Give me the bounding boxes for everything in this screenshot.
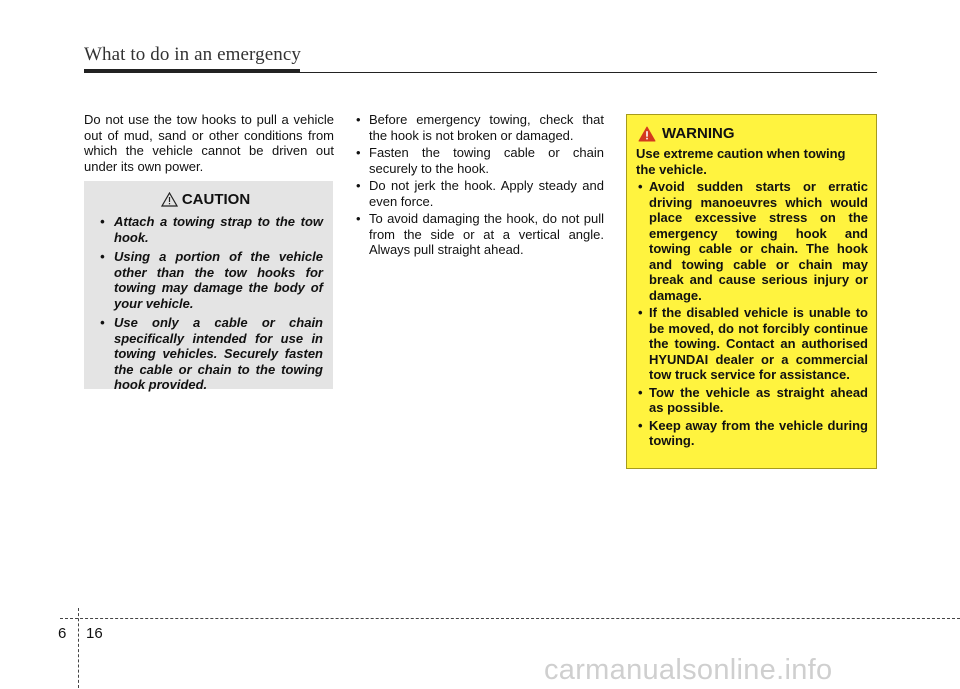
caution-header [98, 191, 323, 208]
caution-item: • Using a portion of the vehicle other than the tow hooks for towing may damage the body of your vehicle. [98, 249, 323, 311]
warning-item: • If the disabled vehicle is unable to be moved, do not forcibly continue the towing. Contact an authorised HYUNDAI dealer or a commercial tow truck service for assistance. [636, 305, 868, 383]
list-item: • Fasten the towing cable or chain securely to the hook. [354, 145, 604, 176]
intro-paragraph: Do not use the tow hooks to pull a vehicle out of mud, sand or other conditions from which the vehicle cannot be driven out under its own power. [84, 112, 334, 174]
page-header-title: What to do in an emergency [84, 44, 301, 65]
warning-box [626, 114, 877, 469]
caution-item: • Attach a towing strap to the tow hook. [98, 214, 323, 245]
warning-triangle-filled-icon [638, 126, 656, 142]
header-rule [84, 72, 877, 73]
list-item: • Before emergency towing, check that the hook is not broken or damaged. [354, 112, 604, 143]
warning-item: • Tow the vehicle as straight ahead as possible. [636, 385, 868, 416]
towing-instructions-list [354, 112, 604, 260]
chapter-number: 6 [58, 625, 67, 642]
list-item: • Do not jerk the hook. Apply steady and even force. [354, 178, 604, 209]
footer-divider-vertical [78, 608, 79, 688]
warning-title: WARNING [662, 125, 735, 142]
caution-box [84, 181, 333, 392]
caution-item: • Use only a cable or chain specifically intended for use in towing vehicles. Securely fasten the cable or chain to the towing hook provided. [98, 315, 323, 393]
warning-intro: Use extreme caution when towing the vehicle. [636, 146, 846, 177]
footer-divider-horizontal [60, 618, 960, 619]
warning-header [638, 125, 868, 142]
watermark: carmanualsonline.info [544, 654, 833, 686]
caution-list [98, 214, 323, 393]
warning-list [636, 179, 868, 449]
warning-triangle-outline-icon [161, 192, 178, 207]
warning-item: • Avoid sudden starts or erratic driving manoeuvres which would place excessive stress on the emergency towing hook and towing cable or chain. The hook and towing cable or chain may break and cause serious injury or damage. [636, 179, 868, 303]
list-item: • To avoid damaging the hook, do not pull from the side or at a vertical angle. Always pull straight ahead. [354, 211, 604, 258]
caution-title: CAUTION [181, 191, 251, 208]
page-number: 16 [86, 625, 103, 642]
warning-item: • Keep away from the vehicle during towing. [636, 418, 868, 449]
